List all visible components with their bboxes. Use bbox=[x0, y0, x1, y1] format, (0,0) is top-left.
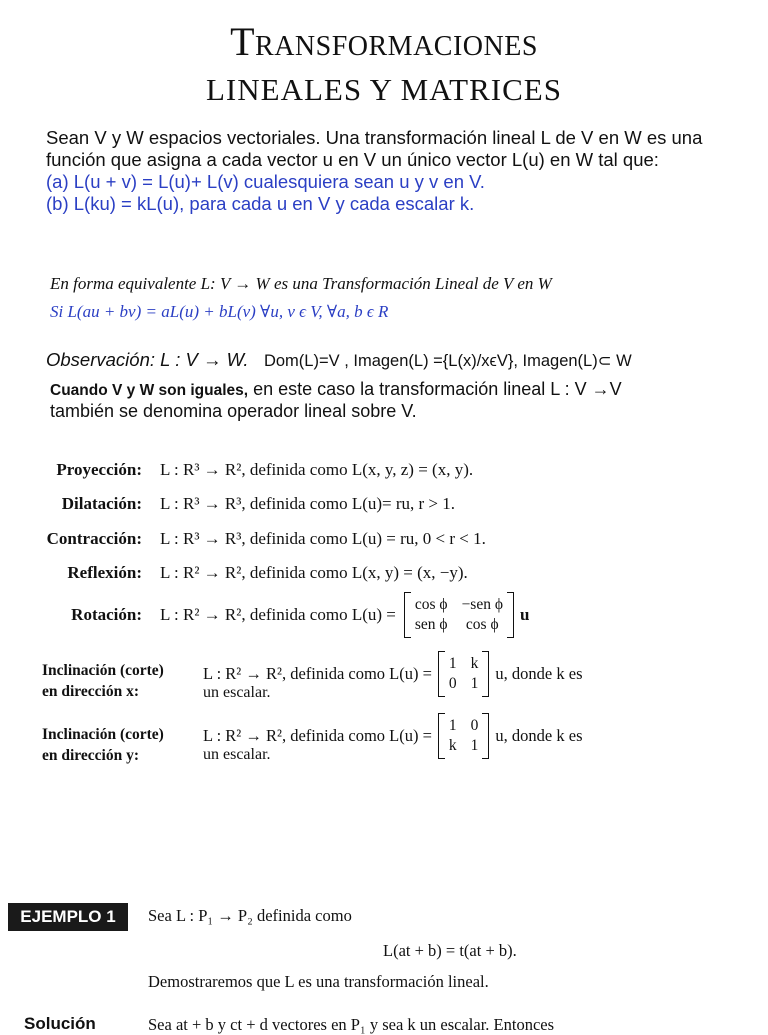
definition-text: L : R³ → R², definida como L(x, y, z) = (x, y). bbox=[160, 460, 474, 479]
equivalent-statement: En forma equivalente L: V → W es una Transformación Lineal de V en W bbox=[50, 274, 552, 293]
matrix-suffix: u, donde k es bbox=[495, 726, 583, 745]
matrix-cell: cos ϕ bbox=[465, 616, 499, 633]
definition-label: Contracción: bbox=[46, 529, 142, 548]
example-goal: Demostraremos que L es una transformación lineal. bbox=[148, 972, 489, 991]
definition-text: L : R² → R², definida como L(u) = bbox=[203, 726, 432, 745]
rotation-matrix bbox=[404, 592, 514, 638]
matrix-cell: −sen ϕ bbox=[461, 596, 503, 613]
definition-text: L : R² → R², definida como L(u) = bbox=[160, 605, 396, 624]
property-b: (b) L(ku) = kL(u), para cada u en V y cada escalar k. bbox=[46, 193, 475, 214]
shear-label-line: en dirección y: bbox=[42, 747, 140, 764]
definition-label: Rotación: bbox=[71, 605, 142, 624]
shear-y-scalar: un escalar. bbox=[203, 746, 271, 763]
example-badge: EJEMPLO 1 bbox=[8, 903, 128, 931]
property-a: (a) L(u + v) = L(u)+ L(v) cualesquiera sean u y v en V. bbox=[46, 171, 485, 192]
observation-line-3: también se denomina operador lineal sobre V. bbox=[50, 401, 417, 421]
shear-label-line: Inclinación (corte) bbox=[42, 662, 164, 679]
matrix-cell: sen ϕ bbox=[414, 616, 448, 633]
shear-y-label bbox=[42, 724, 164, 766]
matrix-suffix: u, donde k es bbox=[495, 664, 583, 683]
example-formula: L(at + b) = t(at + b). bbox=[383, 941, 517, 960]
matrix-cell: cos ϕ bbox=[414, 596, 448, 613]
page-subtitle: LINEALES Y MATRICES bbox=[206, 72, 562, 107]
matrix-cell: 1 bbox=[448, 717, 457, 734]
definition-dilation bbox=[0, 494, 455, 514]
definition-text: L : R³ → R³, definida como L(u) = ru, 0 < r < 1. bbox=[160, 529, 486, 548]
definition-label: Reflexión: bbox=[67, 563, 142, 582]
matrix-cell: 1 bbox=[448, 655, 457, 672]
example-statement: Sea L : P₁ → P₂ definida como bbox=[148, 906, 352, 925]
solution-text: Sea at + b y ct + d vectores en P₁ y sea k un escalar. Entonces bbox=[148, 1015, 555, 1034]
shear-x-scalar: un escalar. bbox=[203, 684, 271, 701]
matrix-cell: 0 bbox=[470, 717, 479, 734]
definition-label: Dilatación: bbox=[61, 494, 142, 513]
definition-contraction bbox=[0, 529, 486, 549]
observation-line-2 bbox=[50, 379, 622, 400]
shear-x-matrix bbox=[438, 651, 490, 697]
matrix-cell: 1 bbox=[470, 737, 479, 754]
observation-same-spaces: Cuando V y W son iguales, bbox=[50, 382, 249, 399]
solution-label: Solución bbox=[24, 1014, 96, 1033]
shear-x-label bbox=[42, 660, 164, 702]
matrix-cell: k bbox=[470, 655, 479, 672]
observation-domain-image: Dom(L)=V , Imagen(L) ={L(x)/xϵV}, Imagen(L)⊂ W bbox=[263, 352, 632, 370]
definition-label: Proyección: bbox=[56, 460, 142, 479]
matrix-suffix: u bbox=[520, 605, 530, 624]
shear-label-line: Inclinación (corte) bbox=[42, 726, 164, 743]
observation-line bbox=[46, 349, 632, 371]
equivalent-condition: Si L(au + bv) = aL(u) + bL(v) ∀u, v ϵ V, ∀a, b ϵ R bbox=[50, 302, 389, 321]
definition-text: L : R³ → R³, definida como L(u)= ru, r > 1. bbox=[160, 494, 456, 513]
definition-text: L : R² → R², definida como L(x, y) = (x, −y). bbox=[160, 563, 468, 582]
page-title: Transformaciones bbox=[230, 19, 538, 64]
definition-rotation bbox=[0, 592, 529, 638]
definition-reflection bbox=[0, 563, 468, 583]
intro-paragraph: Sean V y W espacios vectoriales. Una transformación lineal L de V en W es una función que asigna a cada vector u en V un único vector L(u) en W tal que: bbox=[46, 127, 703, 170]
matrix-cell: 1 bbox=[470, 675, 479, 692]
observation-label: Observación: L : V → W. bbox=[46, 349, 249, 370]
definition-projection bbox=[0, 460, 473, 480]
intro-block bbox=[46, 127, 746, 215]
definition-text: L : R² → R², definida como L(u) = bbox=[203, 664, 432, 683]
matrix-cell: k bbox=[448, 737, 457, 754]
shear-y-matrix bbox=[438, 713, 490, 759]
observation-operator: en este caso la transformación lineal L : V →V bbox=[248, 379, 622, 399]
shear-label-line: en dirección x: bbox=[42, 683, 140, 700]
matrix-cell: 0 bbox=[448, 675, 457, 692]
